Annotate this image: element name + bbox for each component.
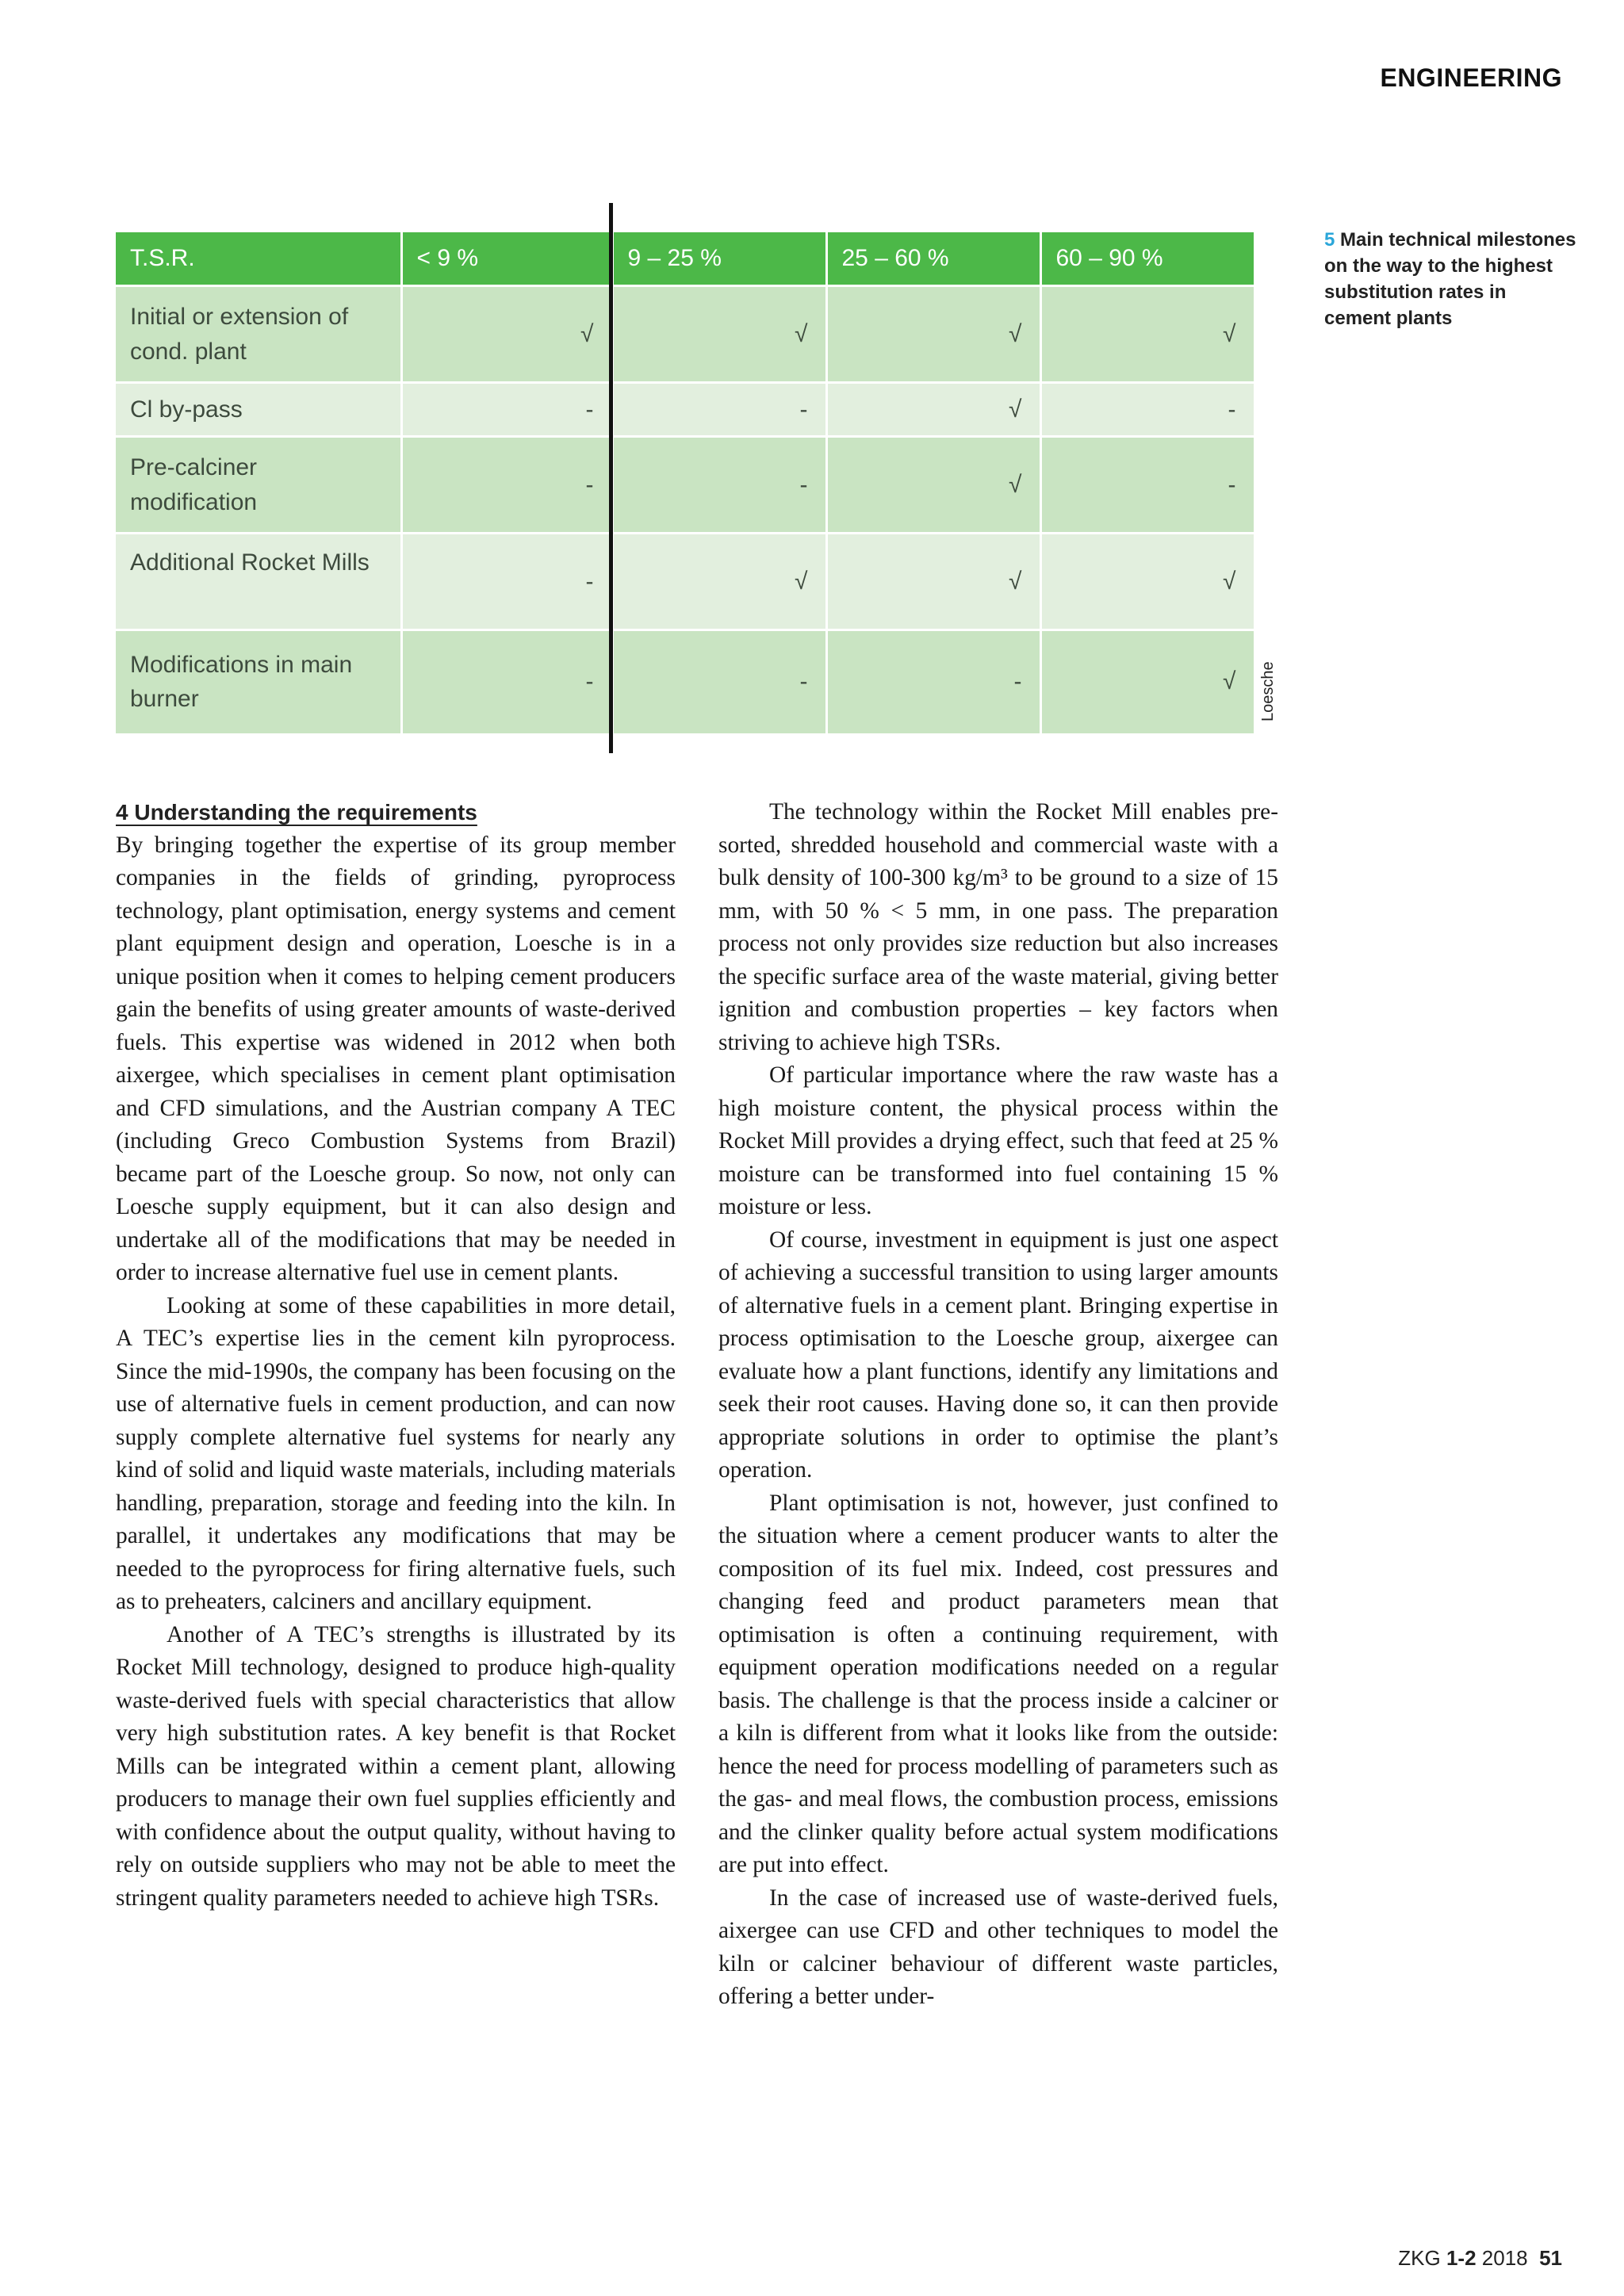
caption-text: Main technical milestones on the way to the highest substitution rates in cement plants [1324,229,1576,329]
cell-mark: - [1040,437,1254,534]
paragraph: Of particular importance where the raw waste has a high moisture content, the physical process within the Rocket Mill provides a drying effect, such that feed at 25 % moisture can be transformed into fuel containing 15 % moisture or less. [718,1062,1278,1219]
column-header: 60 – 90 % [1040,232,1254,286]
article-column-right [718,796,1278,2014]
table-row [116,383,1254,437]
milestones-figure [116,232,1254,732]
cell-mark: √ [826,383,1040,437]
article-column-left [116,796,676,1915]
table-row [116,437,1254,534]
cell-mark: √ [1040,630,1254,733]
paragraph: By bringing together the expertise of its group member companies in the fields of grinding, pyroprocess technology, plant optimisation, energy systems and cement plant equipment design and operation, Loesche is in a unique position when it comes to helping cement producers gain the benefits of using greater amounts of waste-derived fuels. This expertise was widened in 2012 when both aixergee, which specialises in cement plant optimisation and CFD simulations, and the Austrian company A TEC (including Greco Combustion Systems from Brazil) became part of the Loesche group. So now, not only can Loesche supply equipment, but it can also design and undertake all of the modifications that may be needed in order to increase alternative fuel use in cement plants. [116,832,676,1285]
page-footer [1398,2246,1562,2271]
table-row [116,534,1254,630]
row-label: Initial or extension of cond. plant [116,286,401,383]
cell-mark: √ [612,534,826,630]
cell-mark: - [612,437,826,534]
cell-mark: - [612,383,826,437]
column-header: T.S.R. [116,232,401,286]
cell-mark: - [612,630,826,733]
cell-mark: √ [1040,286,1254,383]
column-header: 25 – 60 % [826,232,1040,286]
row-label: Additional Rocket Mills [116,534,401,630]
row-label: Cl by-pass [116,383,401,437]
section-label: ENGINEERING [1380,63,1562,92]
cell-mark: - [401,437,612,534]
cell-mark: √ [826,437,1040,534]
column-header: 9 – 25 % [612,232,826,286]
section-heading: 4 Understanding the requirements [116,800,477,825]
figure-credit: Loesche [1259,661,1277,721]
cell-mark: - [1040,383,1254,437]
caption-number: 5 [1324,229,1335,251]
cell-mark: - [826,630,1040,733]
threshold-divider-line [609,203,613,753]
cell-mark: √ [612,286,826,383]
figure-caption [1324,227,1578,331]
cell-mark: √ [826,286,1040,383]
paragraph: Another of A TEC’s strengths is illustrated by its Rocket Mill technology, designed to produce high-quality waste-derived fuels with special characteristics that allow very high substitution rates. A key benefit is that Rocket Mills can be integrated within a cement plant, allowing producers to manage their own fuel supplies efficiently and with confidence about the output quality, without having to rely on outside suppliers who may not be able to meet the stringent quality parameters needed to achieve high TSRs. [116,1621,676,1911]
cell-mark: √ [826,534,1040,630]
page-number: 51 [1539,2246,1562,2270]
row-label: Pre-calciner modification [116,437,401,534]
table-header-row [116,232,1254,286]
journal-name: ZKG [1398,2246,1441,2270]
paragraph: Plant optimisation is not, however, just confined to the situation where a cement producer wants to alter the composition of its fuel mix. Indeed, cost pressures and changing feed and product parameters mean that optimisation is often a continuing requirement, with equipment operation modifications needed on a regular basis. The challenge is that the process inside a calciner or a kiln is different from what it looks like from the outside: hence the need for process modelling of parameters such as the gas- and meal flows, the combustion process, emissions and the clinker quality before actual system modifications are put into effect. [718,1490,1278,1877]
paragraph: Of course, investment in equipment is just one aspect of achieving a successful transition to using larger amounts of alternative fuels in a cement plant. Bringing expertise in process optimisation to the Loesche group, aixergee can evaluate how a plant functions, identify any limitations and seek their root causes. Having done so, it can then provide appropriate solutions in order to optimise the plant’s operation. [718,1226,1278,1483]
cell-mark: √ [401,286,612,383]
cell-mark: √ [1040,534,1254,630]
cell-mark: - [401,383,612,437]
table-row [116,630,1254,733]
year: 2018 [1481,2246,1528,2270]
paragraph: Looking at some of these capabilities in more detail, A TEC’s expertise lies in the cement kiln pyroprocess. Since the mid-1990s, the company has been focusing on the use of alternative fuels in cement production, and can now supply complete alternative fuel systems for nearly any kind of solid and liquid waste materials, including materials handling, preparation, storage and feeding into the kiln. In parallel, it undertakes any modifications that may be needed to the pyroprocess for firing alternative fuels, such as to preheaters, calciners and ancillary equipment. [116,1292,676,1614]
issue-number: 1-2 [1446,2246,1477,2270]
cell-mark: - [401,630,612,733]
cell-mark: - [401,534,612,630]
table-row [116,286,1254,383]
milestones-table [116,232,1256,733]
paragraph: The technology within the Rocket Mill enables pre-sorted, shredded household and commercial waste with a bulk density of 100-300 kg/m³ to be ground to a size of 15 mm, with 50 % < 5 mm, in one pass. The preparation process not only provides size reduction but also increases the specific surface area of the waste material, giving better ignition and combustion properties – key factors when striving to achieve high TSRs. [718,799,1278,1055]
column-header: < 9 % [401,232,612,286]
paragraph: In the case of increased use of waste-derived fuels, aixergee can use CFD and other techniques to model the kiln or calciner behaviour of different waste particles, offering a better under- [718,1885,1278,2009]
row-label: Modifications in main burner [116,630,401,733]
